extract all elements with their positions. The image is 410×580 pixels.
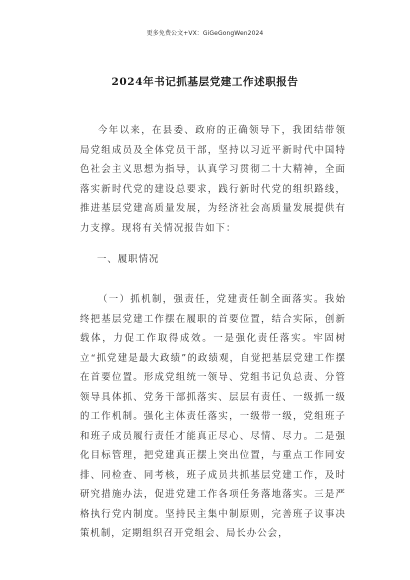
section-heading: 一、履职情况 — [97, 254, 160, 265]
intro-paragraph: 今年以来，在县委、政府的正确领导下，我团结带领局党组成员及全体党员干部，坚持以习近平新时代中国特色社会主义思想为指导，认真学习贯彻二十大精神，全面落实新时代党的建设总要求，践行新时代党的组织路线，推进基层党建高质量发展，为经济社会高质量发展提供有力支撑。现将有关情况报告如下： — [80, 125, 346, 234]
body-paragraph: （一）抓机制，强责任，党建责任制全面落实。我始终把基层党建工作摆在履职的首要位置，结合实际，创新载体，力促工作取得成效。一是强化责任落实。牢固树立“抓党建是最大政绩”的政绩观，自觉把基层党建工作摆在首要位置。形成党组统一领导、党组书记负总责、分管领导具体抓、党务干部抓落实、层层有责任、一级抓一级的工作机制。强化主体责任落实，一级带一级，党组班子和班子成员履行责任才能真正尽心、尽情、尽力。二是强化目标管理，把党建真正摆上突出位置，与重点工作同安排、同检查、同考核，班子成员共抓基层党建工作，及时研究措施办法，促进党建工作各项任务落地落实。三是严格执行党内制度。坚持民主集中制原则，完善班子议事决策机制，定期组织召开党组会、局长办公会， — [80, 294, 346, 539]
header-note: 更多免费公文+VX：GiGeGongWen2024 — [146, 30, 264, 37]
document-title: 2024年书记抓基层党建工作述职报告 — [111, 76, 299, 88]
